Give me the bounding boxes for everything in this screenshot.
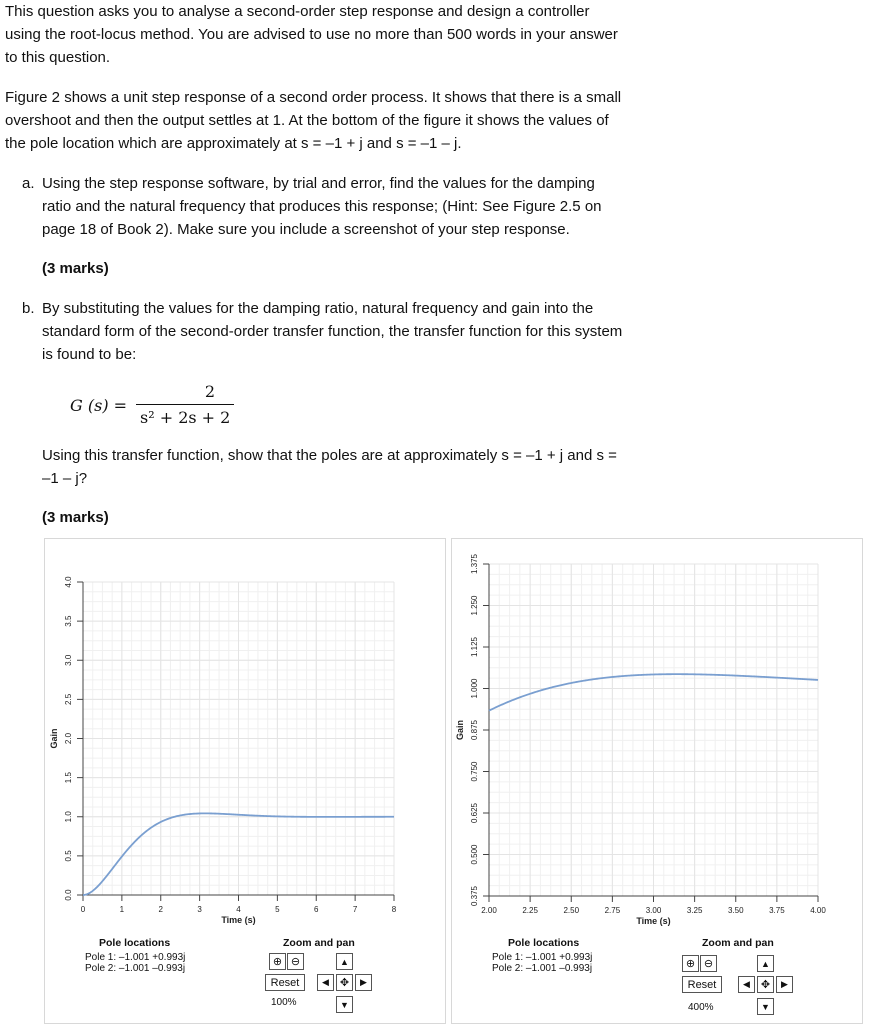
y-tick-label: 1.125 bbox=[470, 636, 479, 658]
x-tick-label: 2.25 bbox=[522, 906, 538, 915]
y-axis-label: Gain bbox=[49, 728, 59, 749]
x-tick-label: 6 bbox=[314, 905, 319, 914]
part-b-marks: (3 marks) bbox=[42, 509, 109, 526]
fraction-bar bbox=[136, 404, 234, 405]
y-tick-label: 4.0 bbox=[64, 576, 73, 588]
x-tick-label: 5 bbox=[275, 905, 280, 914]
x-tick-label: 3.00 bbox=[645, 906, 662, 915]
intro-line: using the root-locus method. You are advised to use no more than 500 words in your answer bbox=[5, 26, 618, 43]
reset-button[interactable]: Reset bbox=[265, 974, 305, 991]
y-tick-label: 0.500 bbox=[470, 844, 479, 865]
pan-down-button[interactable]: ▼ bbox=[757, 998, 774, 1015]
pan-center-button[interactable]: ✥ bbox=[336, 974, 353, 991]
zoom-in-button[interactable]: ⊕ bbox=[682, 955, 699, 972]
y-tick-label: 1.0 bbox=[64, 811, 73, 823]
x-tick-label: 3.50 bbox=[727, 906, 744, 915]
zoom-pan-title-right bbox=[702, 937, 774, 949]
zoom-pan-title: Zoom and pan bbox=[702, 937, 774, 949]
part-b-text bbox=[42, 297, 642, 366]
step-response-panel-left bbox=[44, 538, 446, 1024]
x-tick-label: 3.25 bbox=[686, 906, 703, 915]
part-a-line: page 18 of Book 2). Make sure you include a screenshot of your step response. bbox=[42, 221, 570, 238]
intro-paragraph bbox=[5, 0, 645, 69]
y-tick-label: 3.0 bbox=[64, 654, 73, 666]
figure-desc-line: overshoot and then the output settles at 1. At the bottom of the figure it shows the values of bbox=[5, 112, 609, 129]
x-tick-label: 2 bbox=[158, 905, 163, 914]
zoom-pan-title: Zoom and pan bbox=[283, 937, 355, 949]
pan-up-button[interactable]: ▲ bbox=[336, 953, 353, 970]
zoom-out-button[interactable]: ⊖ bbox=[287, 953, 304, 970]
y-axis-label: Gain bbox=[455, 719, 465, 741]
y-tick-label: 2.5 bbox=[64, 693, 73, 705]
x-axis-label: Time (s) bbox=[221, 915, 256, 925]
pole-1-value: Pole 1: –1.001 +0.993j bbox=[492, 952, 593, 963]
y-tick-label: 1.250 bbox=[470, 595, 479, 616]
y-tick-label: 0.625 bbox=[470, 802, 479, 824]
x-tick-label: 2.00 bbox=[481, 906, 497, 915]
equation-numerator: 2 bbox=[204, 382, 216, 401]
part-b-line: By substituting the values for the damping ratio, natural frequency and gain into the bbox=[42, 300, 594, 317]
part-a-text bbox=[42, 172, 642, 241]
y-tick-label: 0.0 bbox=[64, 889, 73, 901]
part-a-line: Using the step response software, by trial and error, find the values for the damping bbox=[42, 175, 595, 192]
x-tick-label: 0 bbox=[80, 905, 86, 914]
figure-desc-line: Figure 2 shows a unit step response of a second order process. It shows that there is a small bbox=[5, 89, 622, 106]
pan-down-button[interactable]: ▼ bbox=[336, 996, 353, 1013]
equation-denominator: s² + 2s + 2 bbox=[140, 408, 231, 427]
x-tick-label: 4.00 bbox=[810, 906, 826, 915]
y-tick-label: 1.375 bbox=[470, 553, 479, 575]
y-tick-label: 2.0 bbox=[64, 732, 73, 745]
part-b-follow bbox=[42, 444, 642, 490]
part-b-bullet: b. bbox=[22, 300, 35, 317]
x-tick-label: 2.50 bbox=[563, 906, 580, 915]
intro-line: to this question. bbox=[5, 49, 111, 66]
x-tick-label: 4 bbox=[236, 905, 241, 914]
x-tick-label: 1 bbox=[119, 905, 125, 914]
pan-right-button[interactable]: ▶ bbox=[355, 974, 372, 991]
pole-2-value: Pole 2: –1.001 –0.993j bbox=[492, 963, 593, 974]
zoom-level-left: 100% bbox=[271, 997, 297, 1008]
zoom-pan-title-left bbox=[283, 937, 355, 949]
part-b-line: is found to be: bbox=[42, 346, 137, 363]
pole-2-value: Pole 2: –1.001 –0.993j bbox=[85, 963, 186, 974]
y-tick-label: 0.375 bbox=[470, 885, 479, 907]
figure-description bbox=[5, 86, 645, 155]
part-a-marks: (3 marks) bbox=[42, 260, 109, 277]
part-a-bullet: a. bbox=[22, 175, 35, 192]
figure-desc-line: the pole location which are approximately at s = –1 + j and s = –1 – j. bbox=[5, 135, 462, 152]
x-axis-label: Time (s) bbox=[636, 916, 671, 926]
part-b-line: standard form of the second-order transfer function, the transfer function for this system bbox=[42, 323, 623, 340]
pole-locations-right bbox=[492, 937, 652, 974]
zoom-in-button[interactable]: ⊕ bbox=[269, 953, 286, 970]
equation-lhs: G (s) = bbox=[70, 396, 128, 415]
y-tick-label: 3.5 bbox=[64, 615, 73, 627]
part-b-follow-line: Using this transfer function, show that the poles are at approximately s = –1 + j and s = bbox=[42, 447, 617, 464]
x-tick-label: 2.75 bbox=[604, 906, 621, 915]
y-tick-label: 0.750 bbox=[470, 761, 479, 782]
x-tick-label: 8 bbox=[391, 905, 397, 914]
pan-up-button[interactable]: ▲ bbox=[757, 955, 774, 972]
intro-line: This question asks you to analyse a second-order step response and design a controller bbox=[5, 3, 590, 20]
y-tick-label: 1.5 bbox=[64, 772, 73, 784]
pan-left-button[interactable]: ◀ bbox=[317, 974, 334, 991]
x-tick-label: 7 bbox=[352, 905, 358, 914]
pole-1-value: Pole 1: –1.001 +0.993j bbox=[85, 952, 186, 963]
zoom-out-button[interactable]: ⊖ bbox=[700, 955, 717, 972]
y-tick-label: 1.000 bbox=[470, 678, 479, 699]
zoom-level-right: 400% bbox=[688, 1002, 714, 1013]
step-response-panel-right bbox=[451, 538, 863, 1024]
part-a-line: ratio and the natural frequency that produces this response; (Hint: See Figure 2.5 on bbox=[42, 198, 602, 215]
part-b-follow-line: –1 – j? bbox=[42, 470, 88, 487]
reset-button[interactable]: Reset bbox=[682, 976, 722, 993]
pole-locations-title: Pole locations bbox=[508, 937, 580, 949]
pan-center-button[interactable]: ✥ bbox=[757, 976, 774, 993]
pan-right-button[interactable]: ▶ bbox=[776, 976, 793, 993]
transfer-function-equation bbox=[70, 380, 250, 430]
x-tick-label: 3.75 bbox=[769, 906, 785, 915]
pole-locations-title: Pole locations bbox=[99, 937, 171, 949]
pan-left-button[interactable]: ◀ bbox=[738, 976, 755, 993]
y-tick-label: 0.5 bbox=[64, 850, 73, 862]
x-tick-label: 3 bbox=[197, 905, 202, 914]
y-tick-label: 0.875 bbox=[470, 719, 479, 741]
pole-locations-left bbox=[85, 937, 245, 974]
